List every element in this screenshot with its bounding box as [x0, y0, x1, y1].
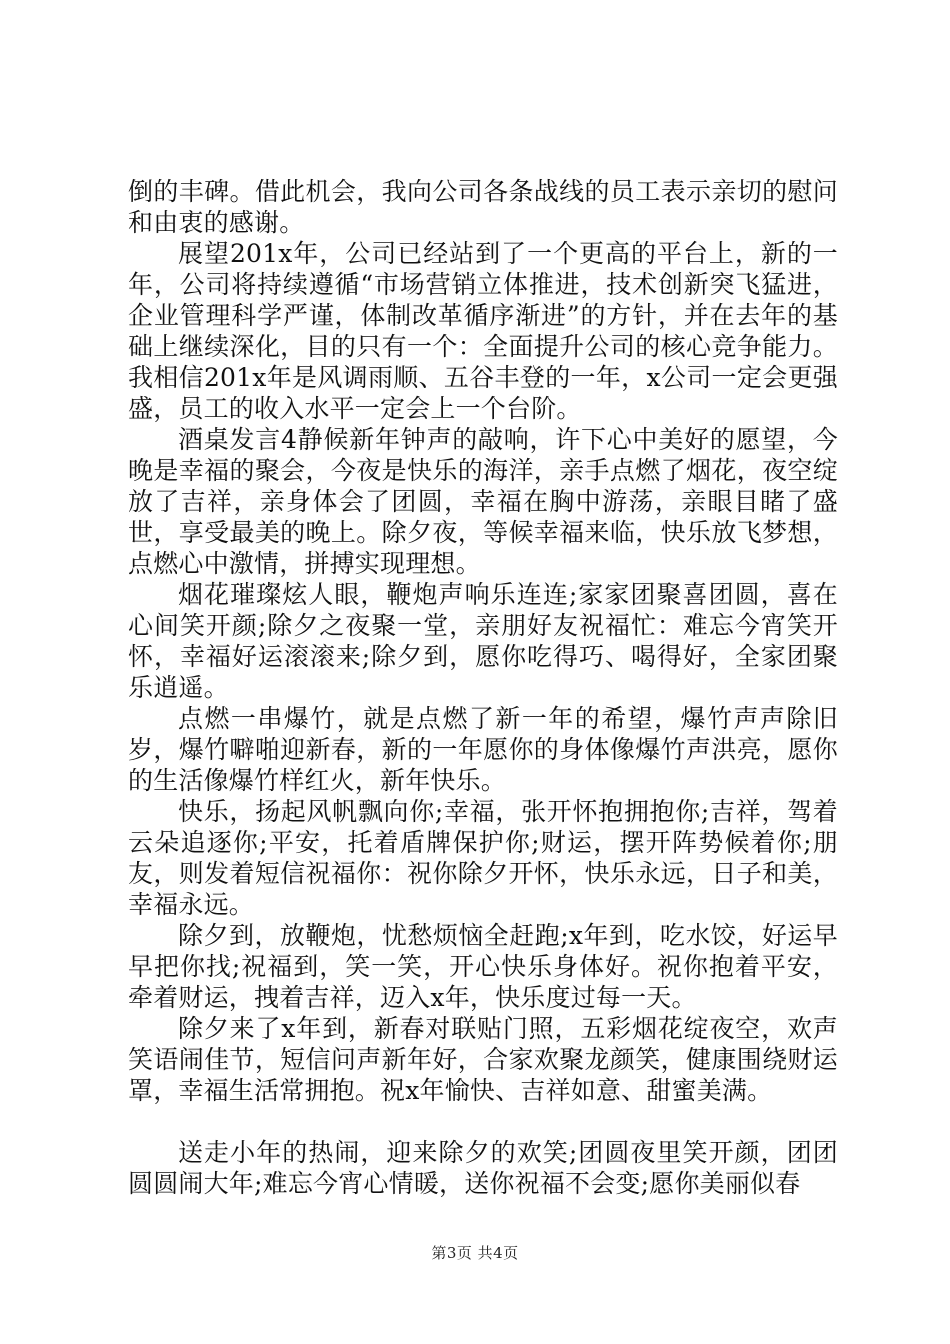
paragraph: 送走小年的热闹，迎来除夕的欢笑;团圆夜里笑开颜，团团圆圆闹大年;难忘今宵心情暖，送你祝福不会变;愿你美丽似春: [128, 1138, 838, 1198]
paragraph: 烟花璀璨炫人眼，鞭炮声响乐连连;家家团聚喜团圆，喜在心间笑开颜;除夕之夜聚一堂，亲朋好友祝福忙：难忘今宵笑开怀，幸福好运滚滚来;除夕到，愿你吃得巧、喝得好，全家团聚乐逍遥。: [128, 580, 838, 702]
paragraph: 除夕到，放鞭炮，忧愁烦恼全赶跑;x年到，吃水饺，好运早早把你找;祝福到，笑一笑，开心快乐身体好。祝你抱着平安，牵着财运，拽着吉祥，迈入x年，快乐度过每一天。: [128, 921, 838, 1012]
paragraph: 酒桌发言4静候新年钟声的敲响，许下心中美好的愿望，今晚是幸福的聚会，今夜是快乐的海洋，亲手点燃了烟花，夜空绽放了吉祥，亲身体会了团圆，幸福在胸中游荡，亲眼目睹了盛世，享受最美的晚上。除夕夜，等候幸福来临，快乐放飞梦想，点燃心中激情，拼搏实现理想。: [128, 425, 838, 578]
paragraph: 快乐，扬起风帆飘向你;幸福，张开怀抱拥抱你;吉祥，驾着云朵追逐你;平安，托着盾牌保护你;财运，摆开阵势候着你;朋友，则发着短信祝福你：祝你除夕开怀，快乐永远，日子和美，幸福永远。: [128, 797, 838, 919]
paragraph: 展望201x年，公司已经站到了一个更高的平台上，新的一年，公司将持续遵循“市场营销立体推进，技术创新突飞猛进，企业管理科学严谨，体制改革循序渐进”的方针，并在去年的基础上继续深化，目的只有一个：全面提升公司的核心竞争能力。我相信201x年是风调雨顺、五谷丰登的一年，x公司一定会更强盛，员工的收入水平一定会上一个台阶。: [128, 239, 838, 423]
paragraph-gap: [128, 1106, 838, 1137]
paragraph: 点燃一串爆竹，就是点燃了新一年的希望，爆竹声声除旧岁，爆竹噼啪迎新春，新的一年愿你的身体像爆竹声洪亮，愿你的生活像爆竹样红火，新年快乐。: [128, 704, 838, 795]
page-number-footer: 第3页 共4页: [431, 1244, 519, 1262]
document-body: [128, 176, 838, 1199]
paragraph: 倒的丰碑。借此机会，我向公司各条战线的员工表示亲切的慰问和由衷的感谢。: [128, 177, 838, 237]
paragraph: 除夕来了x年到，新春对联贴门照，五彩烟花绽夜空，欢声笑语闹佳节，短信问声新年好，合家欢聚龙颜笑，健康围绕财运罩，幸福生活常拥抱。祝x年愉快、吉祥如意、甜蜜美满。: [128, 1014, 838, 1105]
